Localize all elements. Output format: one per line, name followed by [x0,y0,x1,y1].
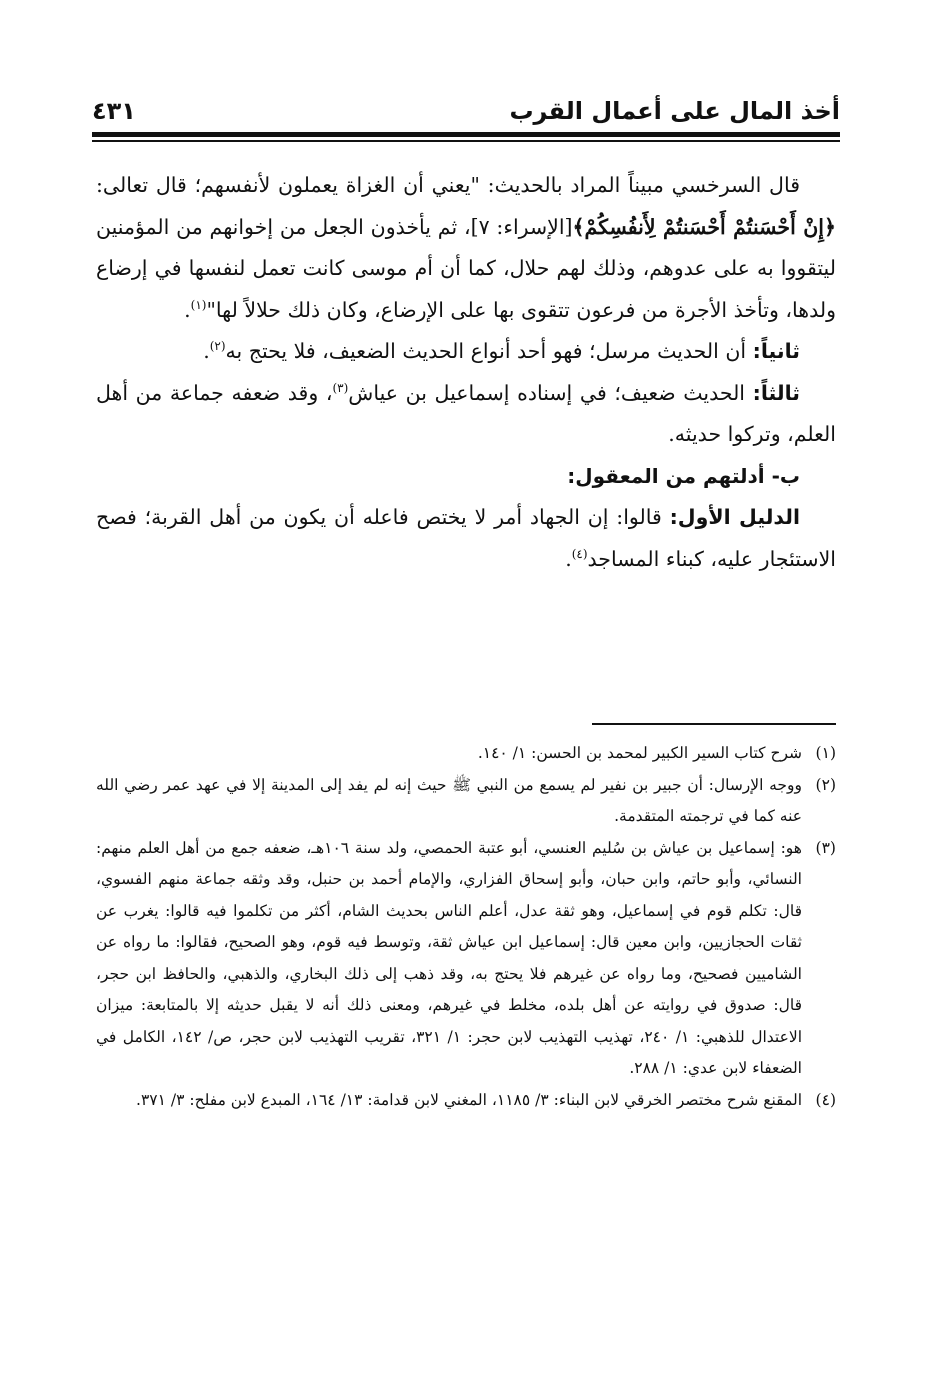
header-rule-thin [92,140,840,142]
paragraph-text: الحديث ضعيف؛ في إسناده إسماعيل بن عياش [348,380,753,405]
page-number: ٤٣١ [92,97,136,125]
footnote-ref-2[interactable]: (٢) [209,339,226,354]
paragraph-end: . [184,297,191,322]
paragraph-lead: الدليل الأول: [669,505,800,529]
footnote-2 [96,770,836,833]
paragraph-second [96,331,836,373]
footnote-number: (٤) [815,1090,836,1109]
footnote-ref-1[interactable]: (١) [190,297,207,312]
paragraph-first-evidence [96,497,836,580]
paragraph-third [96,373,836,456]
header-rule-thick [92,132,840,137]
footnotes [96,738,836,1116]
paragraph-end: . [565,546,572,571]
paragraph-text: قالوا: إن الجهاد أمر لا يختص فاعله أن يكون من أهل القربة؛ فصح الاستئجار عليه، كبناء المساجد [96,505,836,571]
running-title: أخذ المال على أعمال القرب [509,97,840,125]
paragraph-text: [الإسراء: ٧]، ثم يأخذون الجعل من إخوانهم من المؤمنين ليتقووا به على عدوهم، وذلك لهم حلال، كما أن أم موسى كانت تعمل لنفسها في إرضاع ولدها، وتأخذ الأجرة من فرعون تتقوى بها على الإرضاع، وكان ذلك حلالاً لها" [96,214,836,322]
footnote-number: (٢) [815,775,836,794]
paragraph-end: . [203,339,210,363]
footnote-separator [592,723,836,725]
section-heading: ب- أدلتهم من المعقول: [567,463,800,488]
main-text [96,165,836,580]
paragraph-lead: ثالثاً: [752,380,800,405]
quran-verse: ﴿إِنْ أَحْسَنتُمْ أَحْسَنتُمْ لِأَنفُسِكُمْ﴾ [572,214,836,239]
footnote-text: شرح كتاب السير الكبير لمحمد بن الحسن: ١/ ١٤٠. [477,744,802,762]
paragraph-lead: ثانياً: [752,339,800,363]
footnote-3 [96,833,836,1085]
footnote-ref-3[interactable]: (٣) [332,380,349,395]
paragraph-text: قال السرخسي مبيناً المراد بالحديث: "يعني أن الغزاة يعملون لأنفسهم؛ قال تعالى: [96,173,800,197]
paragraph-sarakhsi-quote [96,165,836,331]
footnote-number: (٣) [815,838,836,857]
footnote-4 [96,1085,836,1117]
footnote-number: (١) [815,744,836,762]
footnote-text: ووجه الإرسال: أن جبير بن نفير لم يسمع من النبي ﷺ حيث إنه لم يفد إلى المدينة إلا في عهد عمر رضي الله عنه كما في ترجمته المتقدمة. [96,775,802,825]
page-header [92,92,840,132]
footnote-text: هو: إسماعيل بن عياش بن سُليم العنسي، أبو عتبة الحمصي، ولد سنة ١٠٦هـ، ضعفه جمع من أهل العلم منهم: النسائي، وأبو حاتم، وابن حبان، وأبو إسحاق الفزاري، والإمام أحمد بن حنبل، وقد وثقه جماعة منهم الفسوي، قال: تكلم قوم في إسماعيل، وهو ثقة عدل، أعلم الناس بحديث الشام، أكثر من تكلموا فيه قالوا: يغرب عن ثقات الحجازيين، وابن معين قال: إسماعيل ابن عياش ثقة، وتوسط فيه قوم، وهو الصحيح، فقالوا: ما رواه عن الشاميين فصحيح، وما رواه عن غيرهم فلا يحتج به، وقد ذهب إلى ذلك البخاري، والذهبي، والحافظ ابن حجر، قال: صدوق في روايته عن أهل بلده، مخلط في غيرهم، ومعنى ذلك أنه لا يقبل حديثه إلا بالمتابعة: ميزان الاعتدال للذهبي: ١/ ٢٤٠، تهذيب التهذيب لابن حجر: ١/ ٣٢١، تقريب التهذيب لابن حجر، ص/ ١٤٢، الكامل في الضعفاء لابن عدي: ١/ ٢٨٨. [96,838,803,1077]
paragraph-text: ، وقد ضعفه جماعة من أهل العلم، وتركوا حديثه. [96,380,836,446]
footnote-1 [96,738,836,770]
footnote-ref-4[interactable]: (٤) [571,546,588,561]
paragraph-text: أن الحديث مرسل؛ فهو أحد أنواع الحديث الضعيف، فلا يحتج به [225,339,753,363]
footnote-text: المقنع شرح مختصر الخرقي لابن البناء: ٣/ ١١٨٥، المغني لابن قدامة: ١٣/ ١٦٤، المبدع لابن مفلح: ٣/ ٣٧١. [136,1090,802,1109]
